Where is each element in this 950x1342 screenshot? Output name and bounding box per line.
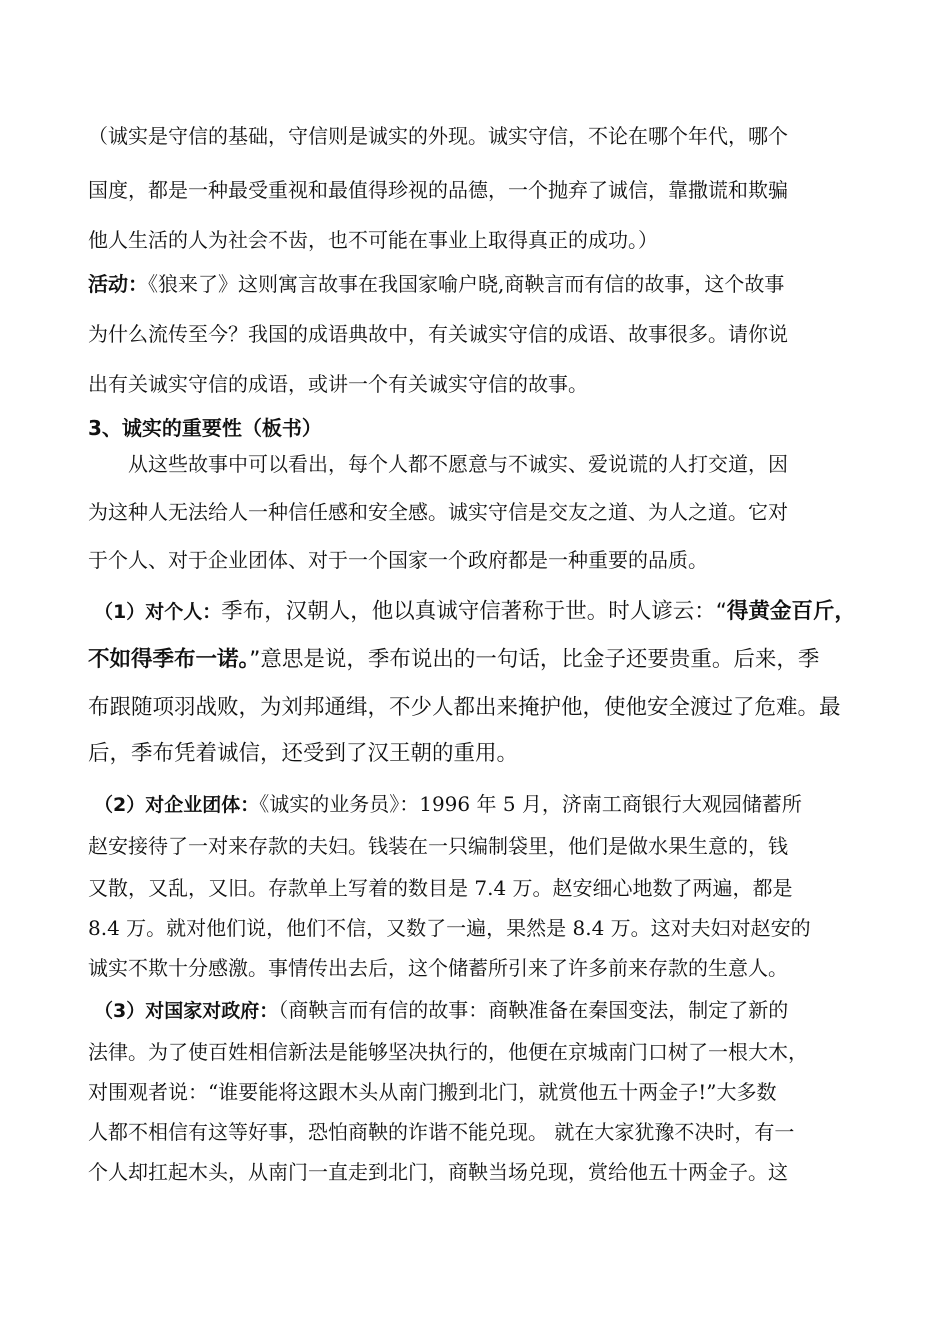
enterprise-label: （2）对企业团体：	[94, 794, 260, 816]
enterprise-line-1	[94, 790, 874, 819]
individual-line-1	[94, 598, 874, 626]
individual-line-2	[88, 646, 868, 674]
government-line-5: 个人却扛起木头，从南门一直走到北门，商鞅当场兑现，赏给他五十两金子。这	[88, 1160, 788, 1184]
government-text: （商鞅言而有信的故事：商鞅准备在秦国变法，制定了新的	[278, 998, 789, 1022]
individual-label: （1）对个人：	[94, 601, 222, 623]
government-line-1	[94, 996, 874, 1025]
quote-bold-2: 不如得季布一诺。	[88, 647, 250, 672]
intro-line-3: 他人生活的人为社会不齿，也不可能在事业上取得真正的成功。）	[88, 228, 658, 252]
activity-label: 活动：	[88, 272, 148, 296]
government-label: （3）对国家对政府：	[94, 1000, 279, 1022]
activity-line-3: 出有关诚实守信的成语，或讲一个有关诚实守信的故事。	[88, 372, 588, 396]
government-line-2: 法律。为了使百姓相信新法是能够坚决执行的，他便在京城南门口树了一根大木，	[88, 1040, 808, 1064]
section-line-3: 于个人、对于企业团体、对于一个国家一个政府都是一种重要的品质。	[88, 548, 708, 572]
quote-bold-1: 得黄金百斤，	[726, 599, 856, 624]
enterprise-line-3: 又散，又乱，又旧。存款单上写着的数目是 7.4 万。赵安细心地数了两遍，都是	[88, 876, 793, 900]
individual-line-4: 后，季布凭着诚信，还受到了汉王朝的重用。	[88, 741, 519, 766]
section-line-1: 从这些故事中可以看出，每个人都不愿意与不诚实、爱说谎的人打交道，因	[128, 452, 788, 476]
enterprise-line-4: 8.4 万。就对他们说，他们不信，又数了一遍，果然是 8.4 万。这对夫妇对赵安的	[88, 916, 811, 940]
individual-text-1: 季布，汉朝人，他以真诚守信著称于世。时人谚云：“	[221, 599, 727, 624]
individual-line-3: 布跟随项羽战败，为刘邦通缉，不少人都出来掩护他，使他安全渡过了危难。最	[88, 695, 841, 720]
activity-text: 《狼来了》这则寓言故事在我国家喻户晓,商鞅言而有信的故事，这个故事	[148, 272, 785, 296]
individual-text-2: ”意思是说，季布说出的一句话，比金子还要贵重。后来，季	[249, 647, 820, 672]
government-line-3: 对围观者说：“谁要能将这跟木头从南门搬到北门，就赏他五十两金子!”大多数	[88, 1080, 777, 1104]
government-line-4: 人都不相信有这等好事，恐怕商鞅的诈谐不能兑现。 就在大家犹豫不决时，有一	[88, 1120, 795, 1144]
section-heading: 3、诚实的重要性（板书）	[88, 416, 322, 440]
activity-line-1	[88, 270, 868, 298]
intro-line-2: 国度，都是一种最受重视和最值得珍视的品德，一个抛弃了诚信，靠撒谎和欺骗	[88, 178, 788, 202]
activity-line-2: 为什么流传至今？我国的成语典故中，有关诚实守信的成语、故事很多。请你说	[88, 322, 788, 346]
intro-line-1: （诚实是守信的基础，守信则是诚实的外现。诚实守信，不论在哪个年代，哪个	[88, 124, 788, 148]
enterprise-line-2: 赵安接待了一对来存款的夫妇。钱装在一只编制袋里，他们是做水果生意的，钱	[88, 834, 788, 858]
section-line-2: 为这种人无法给人一种信任感和安全感。诚实守信是交友之道、为人之道。它对	[88, 500, 788, 524]
enterprise-line-5: 诚实不欺十分感激。事情传出去后，这个储蓄所引来了许多前来存款的生意人。	[88, 956, 788, 980]
enterprise-text: 《诚实的业务员》：1996 年 5 月，济南工商银行大观园储蓄所	[259, 792, 802, 816]
